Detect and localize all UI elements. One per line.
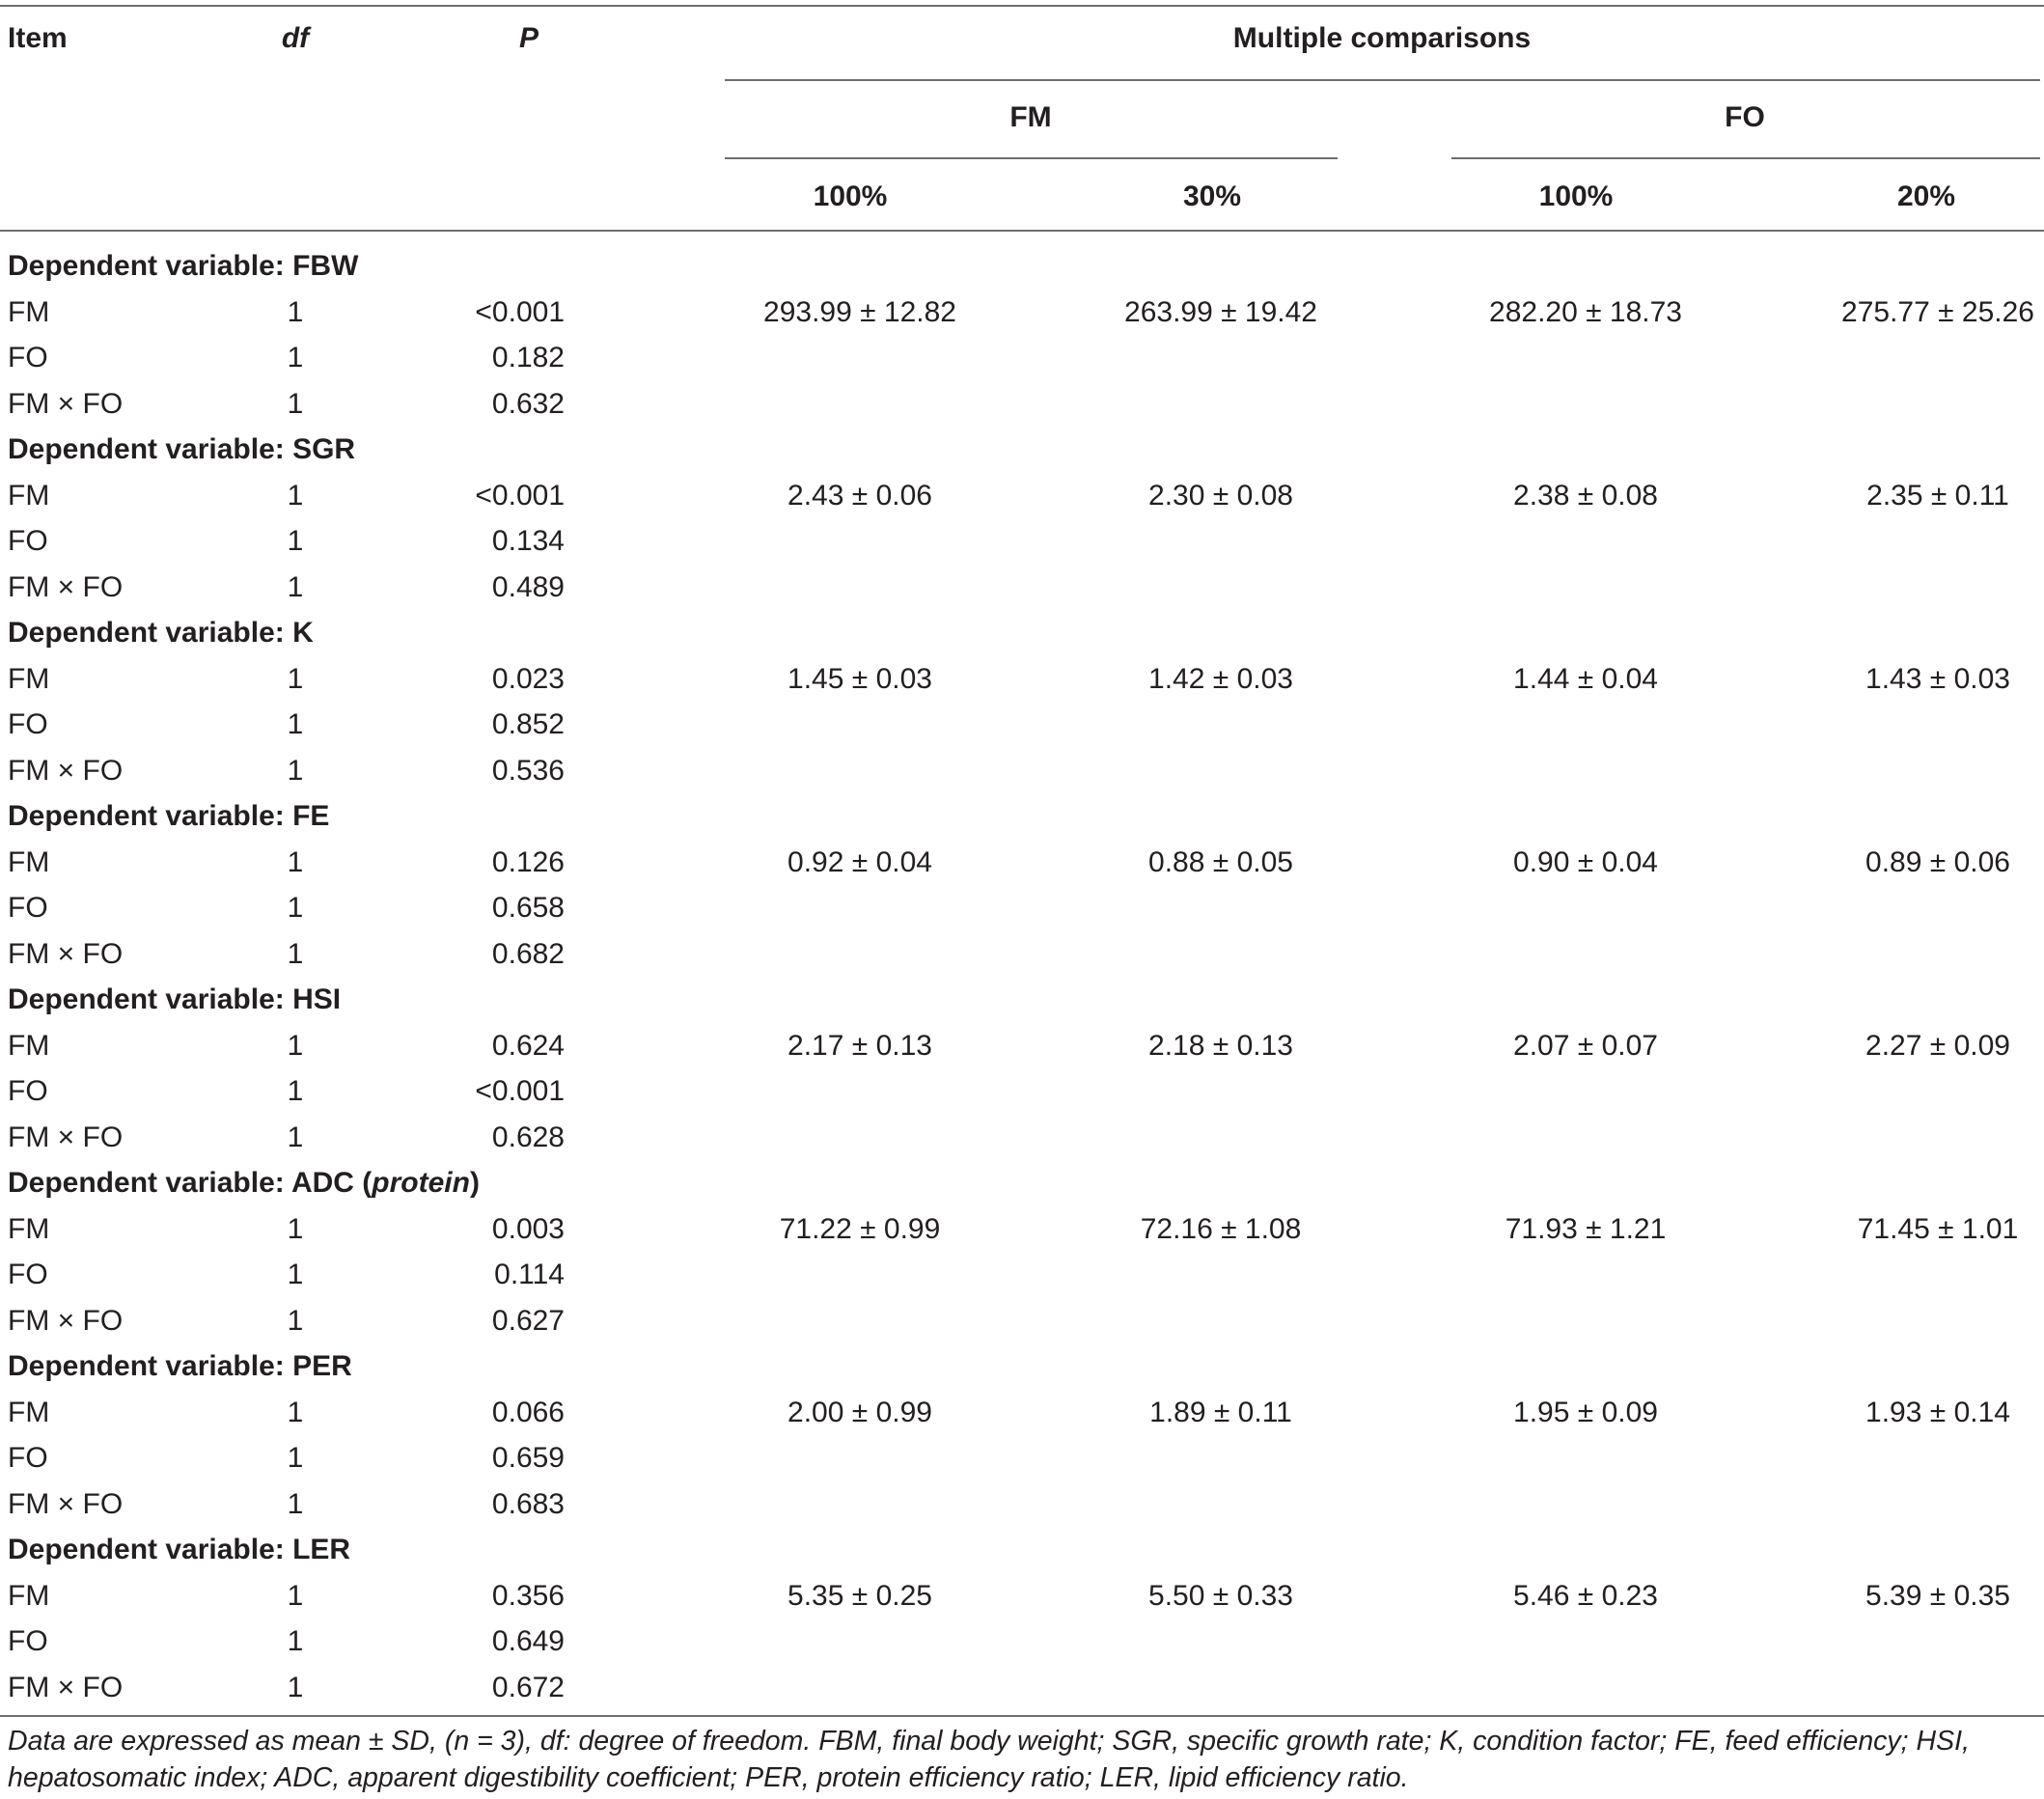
dependent-variable-italic-text: protein xyxy=(372,1167,470,1199)
row-df: 1 xyxy=(287,480,304,512)
row-item: FM × FO xyxy=(8,1305,124,1337)
row-item: FM × FO xyxy=(8,1121,124,1153)
dependent-variable-label xyxy=(8,1164,480,1203)
comparison-fo-100: 1.44 ± 0.04 xyxy=(1513,663,1658,695)
row-item: FM × FO xyxy=(8,1488,124,1520)
comparison-fo-100: 1.95 ± 0.09 xyxy=(1513,1397,1658,1428)
dependent-variable-text: Dependent variable: FE xyxy=(8,800,330,832)
header-fm-30: 30% xyxy=(1182,180,1242,212)
comparison-fm-30: 0.88 ± 0.05 xyxy=(1148,846,1293,878)
dependent-variable-text: Dependent variable: HSI xyxy=(8,983,342,1015)
header-p: P xyxy=(518,22,539,54)
comparison-fm-30: 2.30 ± 0.08 xyxy=(1148,480,1293,512)
row-item: FO xyxy=(8,1075,48,1107)
comparison-fo-100: 0.90 ± 0.04 xyxy=(1513,846,1658,878)
row-p-value: 0.672 xyxy=(491,1672,565,1703)
row-item: FO xyxy=(8,342,48,374)
row-p-value: 0.683 xyxy=(491,1488,565,1520)
comparison-fo-20: 0.89 ± 0.06 xyxy=(1865,846,2010,878)
row-df: 1 xyxy=(287,342,304,374)
dependent-variable-label xyxy=(8,247,358,286)
row-p-value: 0.659 xyxy=(491,1442,565,1474)
row-item: FM xyxy=(8,1397,50,1428)
header-fm: FM xyxy=(1009,101,1052,133)
row-p-value: 0.852 xyxy=(491,708,565,740)
comparison-fm-100: 293.99 ± 12.82 xyxy=(763,296,956,328)
row-p-value: 0.114 xyxy=(494,1259,565,1290)
comparison-fo-100: 5.46 ± 0.23 xyxy=(1513,1580,1658,1612)
row-df: 1 xyxy=(287,388,304,420)
row-p-value: <0.001 xyxy=(475,296,565,328)
dependent-variable-label xyxy=(8,981,341,1019)
comparison-fo-100: 2.07 ± 0.07 xyxy=(1513,1030,1658,1062)
top-rule xyxy=(0,5,2044,7)
row-df: 1 xyxy=(287,1672,304,1703)
row-item: FO xyxy=(8,1625,48,1657)
dependent-variable-text: Dependent variable: PER xyxy=(8,1350,352,1382)
comparison-fo-20: 275.77 ± 25.26 xyxy=(1841,296,2034,328)
comparison-fm-100: 2.43 ± 0.06 xyxy=(787,480,932,512)
row-df: 1 xyxy=(287,1075,304,1107)
row-df: 1 xyxy=(287,1397,304,1428)
row-item: FM xyxy=(8,1030,50,1062)
comparison-fo-20: 5.39 ± 0.35 xyxy=(1865,1580,2010,1612)
comparison-fm-100: 1.45 ± 0.03 xyxy=(787,663,932,695)
row-item: FO xyxy=(8,1259,48,1290)
row-item: FM xyxy=(8,296,50,328)
row-item: FO xyxy=(8,1442,48,1474)
comparison-fo-100: 282.20 ± 18.73 xyxy=(1489,296,1682,328)
row-p-value: 0.658 xyxy=(491,892,565,924)
dependent-variable-text: Dependent variable: FBW xyxy=(8,250,359,282)
comparison-fm-30: 263.99 ± 19.42 xyxy=(1124,296,1317,328)
row-df: 1 xyxy=(287,296,304,328)
dependent-variable-label xyxy=(8,614,314,652)
comparison-fo-100: 71.93 ± 1.21 xyxy=(1505,1213,1667,1245)
row-p-value: 0.023 xyxy=(491,663,565,695)
row-item: FM × FO xyxy=(8,938,124,970)
header-item: Item xyxy=(8,22,68,54)
row-df: 1 xyxy=(287,1488,304,1520)
row-df: 1 xyxy=(287,755,304,787)
row-p-value: 0.134 xyxy=(491,525,565,557)
row-p-value: 0.624 xyxy=(491,1030,565,1062)
header-df: df xyxy=(281,22,310,54)
fm-group-rule xyxy=(725,157,1338,159)
comparison-fm-100: 2.00 ± 0.99 xyxy=(787,1397,932,1428)
row-df: 1 xyxy=(287,571,304,603)
comparison-fm-100: 71.22 ± 0.99 xyxy=(779,1213,941,1245)
dependent-variable-text: Dependent variable: K xyxy=(8,617,314,649)
row-p-value: <0.001 xyxy=(475,480,565,512)
row-df: 1 xyxy=(287,846,304,878)
row-df: 1 xyxy=(287,1121,304,1153)
multiple-comparisons-rule xyxy=(725,79,2040,81)
row-p-value: 0.628 xyxy=(491,1121,565,1153)
fo-group-rule xyxy=(1451,157,2040,159)
row-item: FM xyxy=(8,480,50,512)
dependent-variable-text: Dependent variable: SGR xyxy=(8,433,356,465)
comparison-fo-20: 1.93 ± 0.14 xyxy=(1865,1397,2010,1428)
header-fm-100: 100% xyxy=(813,180,888,212)
row-df: 1 xyxy=(287,1625,304,1657)
header-fo-100: 100% xyxy=(1538,180,1614,212)
row-df: 1 xyxy=(287,1030,304,1062)
dependent-variable-label xyxy=(8,1531,350,1569)
row-df: 1 xyxy=(287,1259,304,1290)
dependent-variable-close-text: ) xyxy=(469,1167,480,1199)
row-p-value: 0.682 xyxy=(491,938,565,970)
row-p-value: 0.066 xyxy=(491,1397,565,1428)
row-item: FM xyxy=(8,663,50,695)
comparison-fm-100: 0.92 ± 0.04 xyxy=(787,846,932,878)
row-p-value: 0.182 xyxy=(491,342,565,374)
comparison-fo-20: 2.27 ± 0.09 xyxy=(1865,1030,2010,1062)
row-df: 1 xyxy=(287,708,304,740)
row-item: FO xyxy=(8,708,48,740)
row-item: FM × FO xyxy=(8,1672,124,1703)
row-df: 1 xyxy=(287,1213,304,1245)
dependent-variable-text: Dependent variable: ADC ( xyxy=(8,1167,373,1199)
comparison-fm-100: 5.35 ± 0.25 xyxy=(787,1580,932,1612)
row-item: FM xyxy=(8,1213,50,1245)
dependent-variable-label xyxy=(8,430,355,469)
row-p-value: 0.649 xyxy=(491,1625,565,1657)
row-p-value: 0.632 xyxy=(491,388,565,420)
row-p-value: 0.356 xyxy=(491,1580,565,1612)
header-fo-20: 20% xyxy=(1896,180,1956,212)
comparison-fm-30: 1.42 ± 0.03 xyxy=(1148,663,1293,695)
row-p-value: 0.003 xyxy=(491,1213,565,1245)
row-p-value: 0.627 xyxy=(491,1305,565,1337)
row-df: 1 xyxy=(287,525,304,557)
header-multiple-comparisons: Multiple comparisons xyxy=(1232,22,1532,54)
row-df: 1 xyxy=(287,1442,304,1474)
row-df: 1 xyxy=(287,1305,304,1337)
table-footnote: Data are expressed as mean ± SD, (n = 3), df: degree of freedom. FBM, final body weight; SGR, specific growth rate; K, condition factor; FE, feed efficiency; HSI, hepatosomatic index; ADC, apparent digestibility coefficient; PER, protein efficiency ratio; LER, lipid efficiency ratio. xyxy=(8,1726,1970,1793)
header-bottom-rule xyxy=(0,230,2044,232)
comparison-fo-100: 2.38 ± 0.08 xyxy=(1513,480,1658,512)
row-item: FO xyxy=(8,525,48,557)
dependent-variable-label xyxy=(8,797,329,836)
comparison-fo-20: 2.35 ± 0.11 xyxy=(1866,480,2009,512)
header-fo: FO xyxy=(1725,101,1765,133)
row-item: FM xyxy=(8,846,50,878)
row-df: 1 xyxy=(287,1580,304,1612)
row-item: FM xyxy=(8,1580,50,1612)
comparison-fo-20: 1.43 ± 0.03 xyxy=(1865,663,2010,695)
row-item: FO xyxy=(8,892,48,924)
row-p-value: 0.536 xyxy=(491,755,565,787)
row-df: 1 xyxy=(287,663,304,695)
row-p-value: 0.126 xyxy=(491,846,565,878)
comparison-fm-30: 2.18 ± 0.13 xyxy=(1148,1030,1293,1062)
dependent-variable-label xyxy=(8,1347,352,1386)
row-item: FM × FO xyxy=(8,755,124,787)
dependent-variable-text: Dependent variable: LER xyxy=(8,1534,351,1565)
row-p-value: 0.489 xyxy=(491,571,565,603)
table-bottom-rule xyxy=(0,1715,2044,1717)
row-p-value: <0.001 xyxy=(475,1075,565,1107)
row-df: 1 xyxy=(287,892,304,924)
row-df: 1 xyxy=(287,938,304,970)
row-item: FM × FO xyxy=(8,571,124,603)
comparison-fm-30: 1.89 ± 0.11 xyxy=(1149,1397,1292,1428)
row-item: FM × FO xyxy=(8,388,124,420)
comparison-fo-20: 71.45 ± 1.01 xyxy=(1857,1213,2019,1245)
comparison-fm-100: 2.17 ± 0.13 xyxy=(787,1030,932,1062)
comparison-fm-30: 5.50 ± 0.33 xyxy=(1148,1580,1293,1612)
comparison-fm-30: 72.16 ± 1.08 xyxy=(1140,1213,1302,1245)
